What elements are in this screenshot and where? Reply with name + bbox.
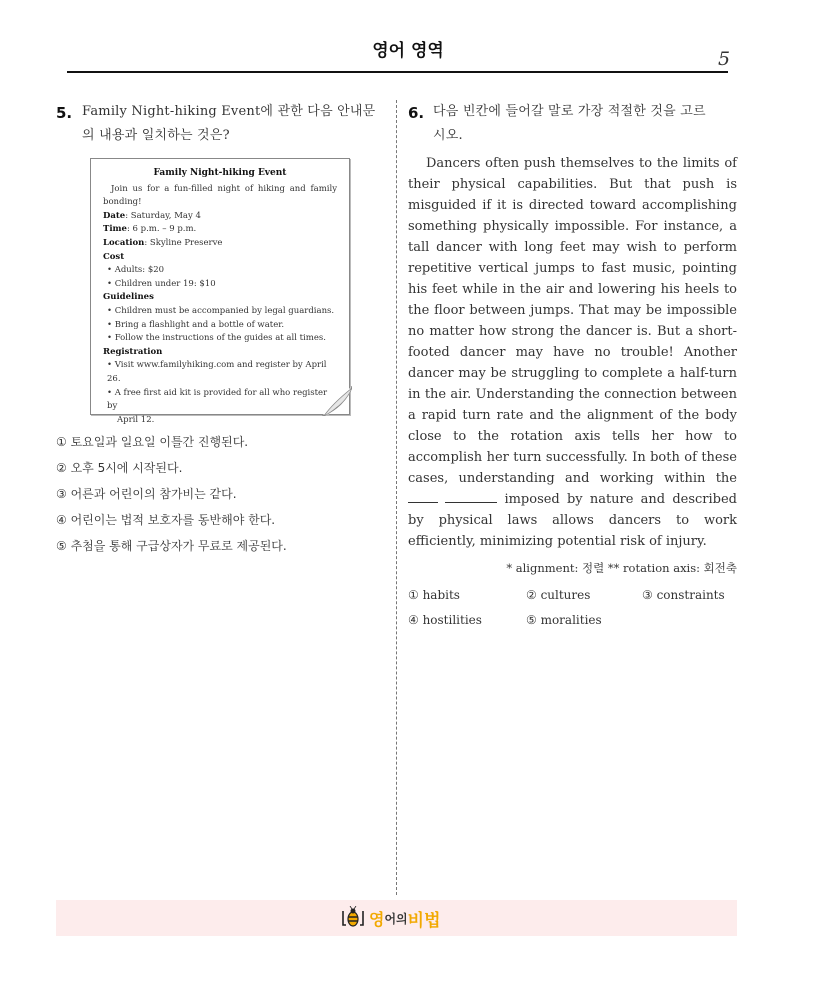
cost-item: • Adults: $20: [107, 265, 165, 276]
registration-item: • Visit www.familyhiking.com and register by April 26.: [107, 360, 327, 384]
guidelines-label: Guidelines: [103, 292, 154, 303]
q5-choice-3[interactable]: ③ 어른과 어린이의 참가비는 같다.: [56, 487, 237, 501]
page-header-title: 영어 영역: [372, 41, 444, 61]
date-label: Date: [103, 210, 126, 221]
location-value: : Skyline Preserve: [144, 237, 223, 248]
notice-time: [103, 223, 337, 237]
passage-part2: imposed by nature and described by physical laws allows dancers to work efficiently, minimizing potential risk of injury.: [408, 492, 738, 549]
page-number: 5: [718, 48, 731, 70]
time-label: Time: [103, 224, 127, 235]
guideline-item: • Bring a flashlight and a bottle of water.: [107, 319, 285, 330]
q6-number: 6.: [408, 104, 425, 122]
page-curl-icon: [322, 386, 352, 416]
answer-blank: [408, 490, 438, 503]
bee-icon: [340, 906, 366, 930]
time-value: : 6 p.m. – 9 p.m.: [126, 224, 197, 235]
q5-choice-1[interactable]: ① 토요일과 일요일 이틀간 진행된다.: [56, 435, 249, 449]
q6-prompt-line1: 다음 빈칸에 들어갈 말로 가장 적절한 것을 고르: [433, 104, 706, 119]
registration-label: Registration: [103, 346, 163, 357]
registration-item: April 12.: [117, 414, 155, 425]
notice-intro: Join us for a fun-filled night of hiking and family bonding!: [103, 183, 337, 208]
cost-item: • Children under 19: $10: [107, 278, 216, 289]
column-divider: [396, 100, 397, 895]
event-notice: [90, 158, 350, 425]
header-rule: [67, 71, 728, 73]
q5-prompt-line2: 의 내용과 일치하는 것은?: [82, 128, 230, 143]
logo-text-1: 영: [369, 909, 385, 929]
q6-footnote: * alignment: 정렬 ** rotation axis: 회전축: [506, 561, 737, 575]
q6-choice-1[interactable]: ① habits: [408, 588, 460, 602]
q6-choice-4[interactable]: ④ hostilities: [408, 613, 482, 627]
date-value: : Saturday, May 4: [125, 210, 201, 221]
q5-number: 5.: [56, 104, 73, 122]
logo-text-3: 비법: [407, 910, 441, 931]
q5-prompt: [82, 100, 392, 148]
guideline-item: • Follow the instructions of the guides at all times.: [107, 333, 326, 344]
logo-text-2: 어의: [384, 911, 408, 926]
notice-location: [103, 237, 337, 251]
q6-choice-3[interactable]: ③ constraints: [642, 588, 725, 602]
guideline-item: • Children must be accompanied by legal guardians.: [107, 305, 335, 316]
q5-choice-4[interactable]: ④ 어린이는 법적 보호자를 동반해야 한다.: [56, 513, 276, 527]
answer-blank: [445, 490, 497, 503]
brand-logo: [340, 904, 441, 932]
q6-prompt: [433, 100, 738, 148]
q6-choice-5[interactable]: ⑤ moralities: [526, 613, 602, 627]
q6-passage: [408, 153, 737, 552]
notice-title: Family Night-hiking Event: [153, 168, 287, 178]
registration-item: • A free first aid kit is provided for all who register by: [107, 387, 328, 412]
q5-prompt-line1: Family Night-hiking Event에 관한 다음 안내문: [82, 104, 376, 119]
q6-choice-2[interactable]: ② cultures: [526, 588, 591, 602]
location-label: Location: [103, 237, 145, 248]
passage-part1: Dancers often push themselves to the limits of their physical capabilities. But that push is misguided if it is directed toward accomplishing something physically impossible. For instance, a tall dancer with long feet may wish to perform repetitive vertical jumps to fast music, pointing his feet while in the air and lowering his heels to the floor between jumps. That may be impossible no matter how strong the dancer is. But a short-footed dancer may have no trouble! Another dancer may be struggling to complete a half-turn in the air. Understanding the connection between a rapid turn rate and the alignment of the body close to the rotation axis tells her how to accomplish her turn successfully. In both of these cases, understanding and working within the: [408, 156, 737, 486]
cost-label: Cost: [103, 251, 125, 262]
notice-date: [103, 210, 337, 224]
q5-choice-2[interactable]: ② 오후 5시에 시작된다.: [56, 461, 183, 475]
q5-choice-5[interactable]: ⑤ 추첨을 통해 구급상자가 무료로 제공된다.: [56, 539, 287, 553]
q6-prompt-line2: 시오.: [433, 128, 463, 143]
